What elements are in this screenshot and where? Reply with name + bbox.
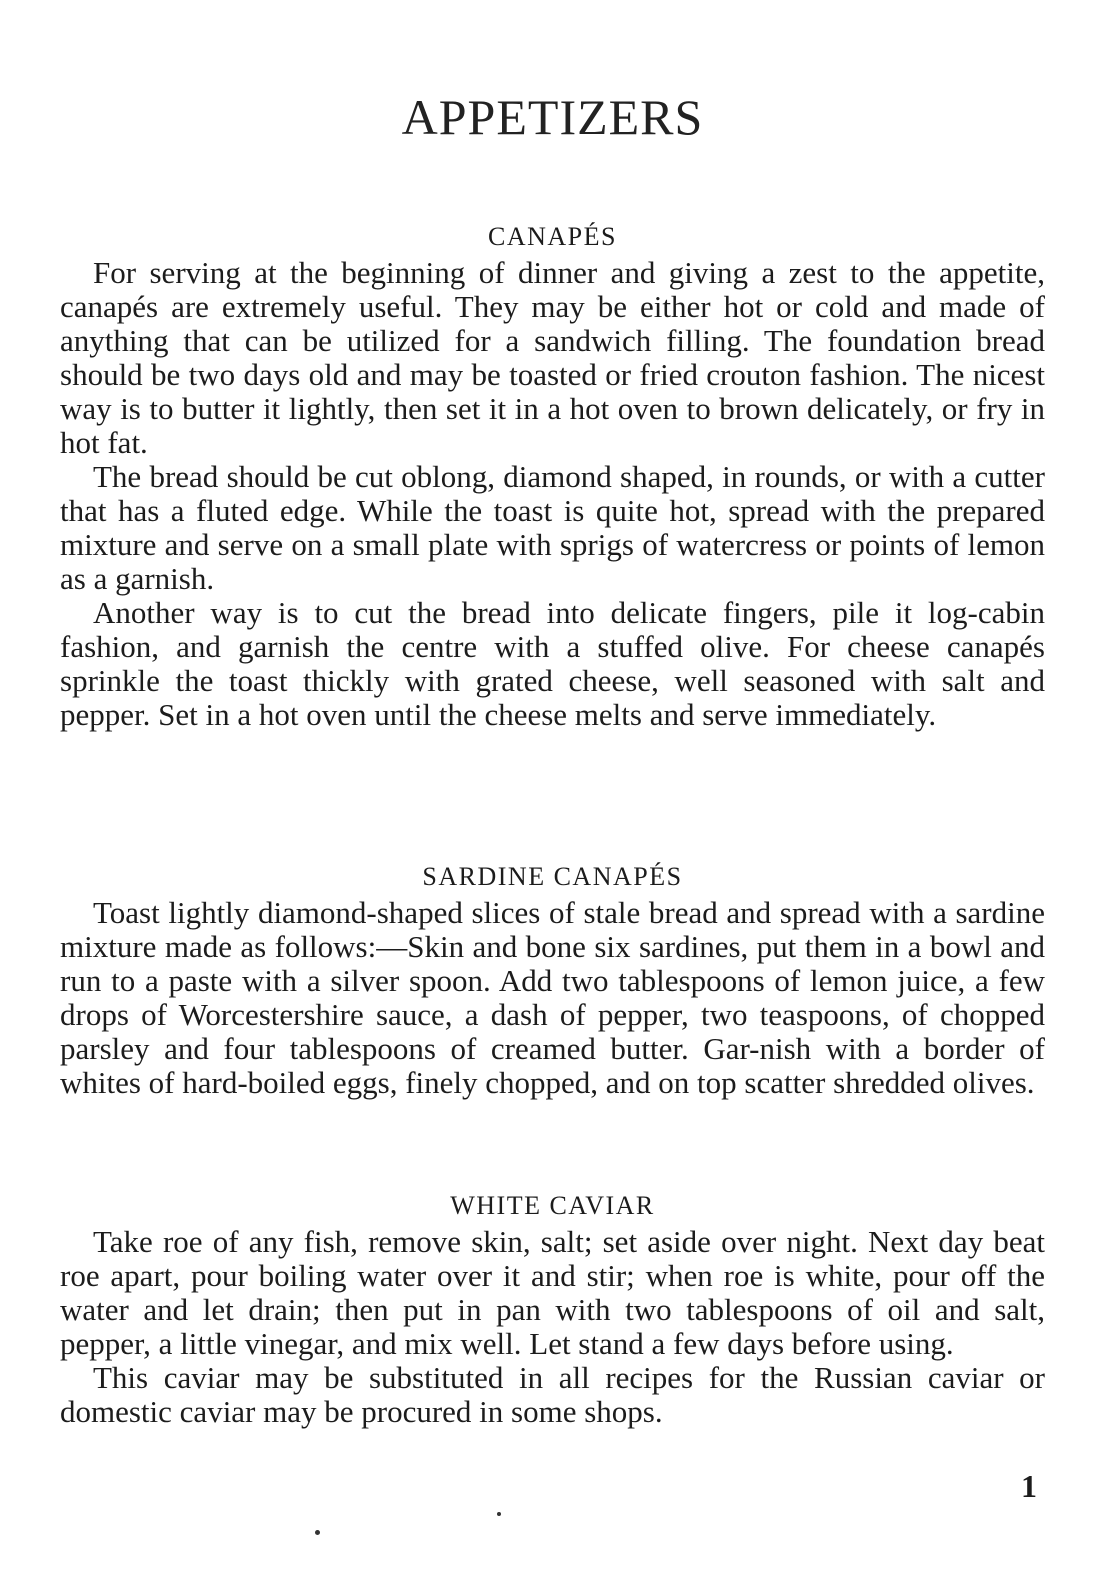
paragraph: For serving at the beginning of dinner and giving a zest to the appetite, canapés are extremely useful. They may be either hot or cold and made of anything that can be utilized for a sandwich filling. The foundation bread should be two days old and may be toasted or fried crouton fashion. The nicest way is to butter it lightly, then set it in a hot oven to brown delicately, or fry in hot fat.	[60, 255, 1045, 460]
paragraph: Take roe of any fish, remove skin, salt; set aside over night. Next day beat roe apart, pour boiling water over it and stir; when roe is white, pour off the water and let drain; then put in pan with two tablespoons of oil and salt, pepper, a little vinegar, and mix well. Let stand a few days before using.	[60, 1224, 1045, 1361]
section-white-caviar	[60, 1189, 1045, 1429]
paragraph: Toast lightly diamond-shaped slices of stale bread and spread with a sardine mixture made as follows:—Skin and bone six sardines, put them in a bowl and run to a paste with a silver spoon. Add two tablespoons of lemon juice, a few drops of Worcestershire sauce, a dash of pepper, two teaspoons, of chopped parsley and four tablespoons of creamed butter. Gar-nish with a border of whites of hard-boiled eggs, finely chopped, and on top scatter shredded olives.	[60, 895, 1045, 1100]
print-speck	[497, 1512, 501, 1516]
section-heading: SARDINE CANAPÉS	[422, 862, 683, 891]
section-heading: CANAPÉS	[488, 222, 617, 251]
section-heading: WHITE CAVIAR	[450, 1191, 655, 1220]
page-number: 1	[1021, 1468, 1037, 1504]
paragraph: The bread should be cut oblong, diamond shaped, in rounds, or with a cutter that has a fluted edge. While the toast is quite hot, spread with the prepared mixture and serve on a small plate with sprigs of watercress or points of lemon as a garnish.	[60, 459, 1045, 596]
document-page	[60, 0, 1045, 1576]
paragraph: Another way is to cut the bread into delicate fingers, pile it log-cabin fashion, and garnish the centre with a stuffed olive. For cheese canapés sprinkle the toast thickly with grated cheese, well seasoned with salt and pepper. Set in a hot oven until the cheese melts and serve immediately.	[60, 595, 1045, 732]
page-title: APPETIZERS	[401, 89, 704, 145]
section-sardine-canapes	[60, 860, 1045, 1100]
section-canapes	[60, 220, 1045, 732]
paragraph: This caviar may be substituted in all recipes for the Russian caviar or domestic caviar may be procured in some shops.	[60, 1360, 1045, 1429]
print-speck	[315, 1530, 320, 1535]
